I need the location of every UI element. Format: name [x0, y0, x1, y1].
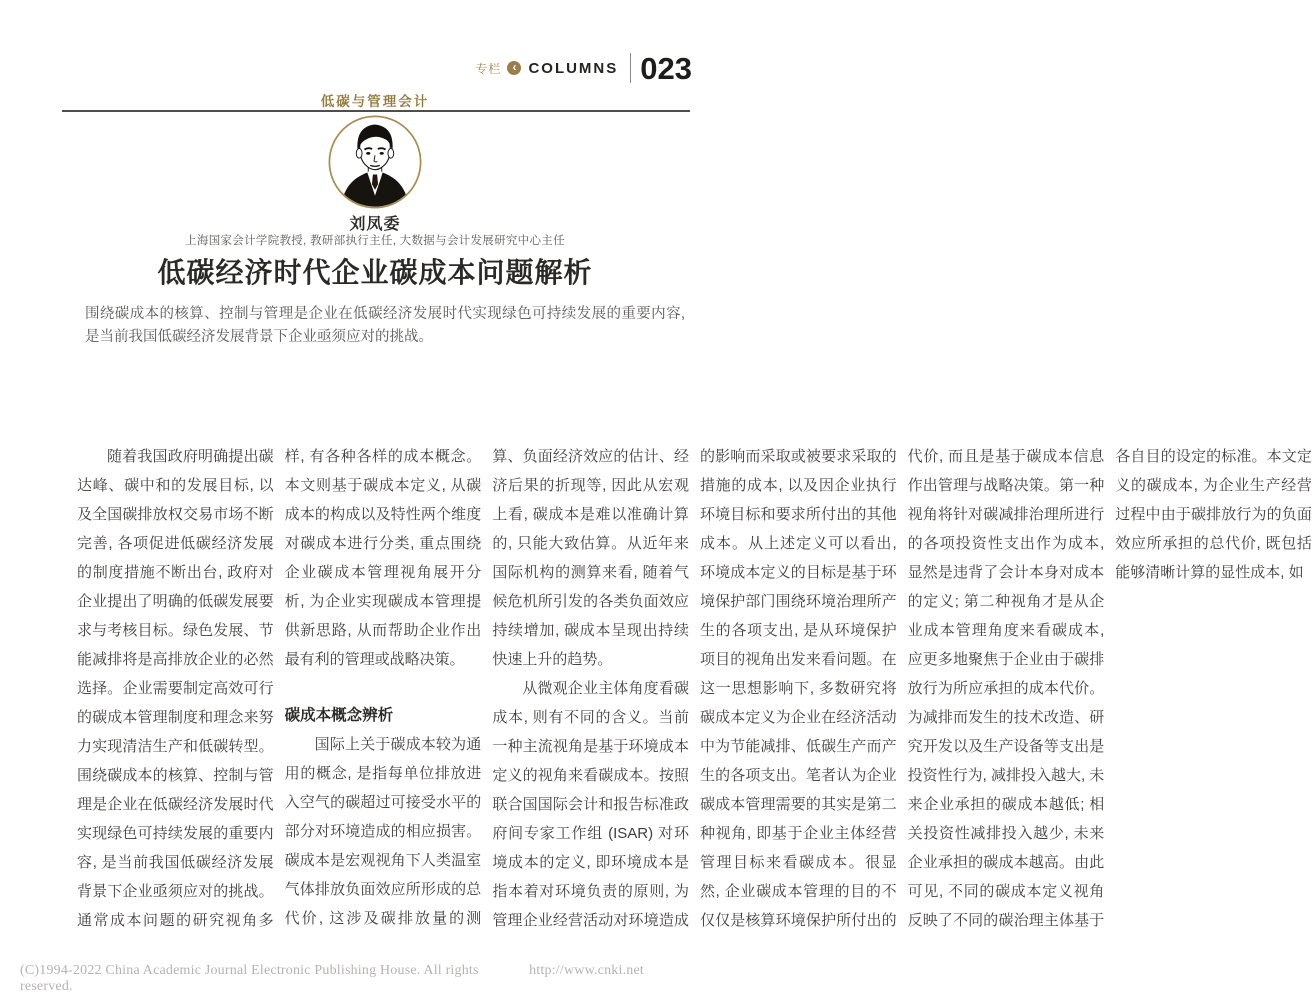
- section-heading: 碳成本概念辨析: [284, 707, 394, 724]
- paragraph-concept-macro: 国际上关于碳成本较为通用的概念, 是指每单位排放进入空气的碳超过可接受水平的部分对环境造成的相应损害。碳成本是宏观视角下人类温室气体排放负面效应所形成的总代价, 这涉及碳排放量的测算、负面经济效应的估计、经济后果的折现等, 因此从宏观上看, 碳成本是难以准确计算的, 只能大致估算。从近年来国际机构的测算来看, 随着气候危机所引发的各类负面效应持续增加, 碳成本呈现出持续快速上升的趋势。: [284, 448, 689, 927]
- article-body: [77, 442, 1312, 960]
- page-header: [475, 50, 692, 86]
- man-portrait-icon: [327, 114, 423, 210]
- author-name: 刘凤委: [349, 216, 401, 233]
- column-section-title: 低碳与管理会计: [320, 94, 430, 109]
- author-portrait: [327, 114, 423, 210]
- header-rule: [62, 110, 690, 112]
- paragraph-concept-micro: 从微观企业主体角度看碳成本, 则有不同的含义。当前一种主流视角是基于环境成本定义的视角来看碳成本。按照联合国国际会计和报告标准政府间专家工作组 (ISAR) 对环境成本的定义, 即环境成本是指本着对环境负责的原则, 为管理企业经营活动对环境造成的影响而采取或被要求采取的措施的成本, 以及因企业执行环境目标和要求所付出的其他成本。从上述定义可以看出, 环境成本定义的目标是基于环境保护部门围绕环境治理所产生的各项支出, 是从环境保护项目的视角出发来看问题。在这一思想影响下, 多数研究将碳成本定义为企业在经济活动中为节能减排、低碳生产而产生的各项支出。笔者认为企业碳成本管理需要的其实是第二种视角, 即基于企业主体经营管理目标来看碳成本。很显然, 企业碳成本管理的目的不仅仅是核算环境保护所付出的代价, 而且是基于碳成本信息作出管理与战略决策。第一种视角将针对碳减排治理所进行的各项投资性支出作为成本, 显然是违背了会计本身对成本的定义; 第二种视角才是从企业成本管理角度来看碳成本, 应更多地聚焦于企业由于碳排放行为所应承担的成本代价。为减排而发生的技术改造、研究开发以及生产设备等支出是投资性行为, 减排投入越大, 未来企业承担的碳成本越低; 相关投资性减排投入越少, 未来企业承担的碳成本越高。由此可见, 不同的碳成本定义视角反映了不同的碳治理主体基于各自目的设定的标准。本文定义的碳成本, 为企业生产经营过程中由于碳排放行为的负面效应所承担的总代价, 既包括能够清晰计算的显性成本, 如: [492, 448, 1312, 929]
- column-label-cn: 专栏: [475, 61, 502, 76]
- copyright-notice: (C)1994-2022 China Academic Journal Electronic Publishing House. All rights reserved.: [20, 963, 479, 994]
- cnki-url: http://www.cnki.net: [529, 963, 644, 978]
- paragraph-intro: 随着我国政府明确提出碳达峰、碳中和的发展目标, 以及全国碳排放权交易市场不断完善, 各项促进低碳经济发展的制度措施不断出台, 政府对企业提出了明确的低碳发展要求与考核目标。绿色发展、节能减排将是高排放企业的必然选择。企业需要制定高效可行的碳成本管理制度和理念来努力实现清洁生产和低碳转型。围绕碳成本的核算、控制与管理是企业在低碳经济发展时代实现绿色可持续发展的重要内容, 是当前我国低碳经济发展背景下企业亟须应对的挑战。通常成本问题的研究视角多样, 有各种各样的成本概念。本文则基于碳成本定义, 从碳成本的构成以及特性两个维度对碳成本进行分类, 重点围绕企业碳成本管理视角展开分析, 为企业实现碳成本管理提供新思路, 从而帮助企业作出最有利的管理或战略决策。: [77, 448, 482, 929]
- column-label-en: COLUMNS: [528, 59, 619, 77]
- author-affiliation: 上海国家会计学院教授, 教研部执行主任, 大数据与会计发展研究中心主任: [185, 235, 565, 247]
- chevron-left-icon: ‹: [507, 61, 521, 75]
- page-number: 023: [640, 50, 692, 86]
- page-footer: [20, 963, 644, 995]
- article-title: 低碳经济时代企业碳成本问题解析: [157, 257, 593, 288]
- header-divider: [630, 53, 631, 83]
- article-abstract: 围绕碳成本的核算、控制与管理是企业在低碳经济发展时代实现绿色可持续发展的重要内容, 是当前我国低碳经济发展背景下企业亟须应对的挑战。: [85, 306, 685, 345]
